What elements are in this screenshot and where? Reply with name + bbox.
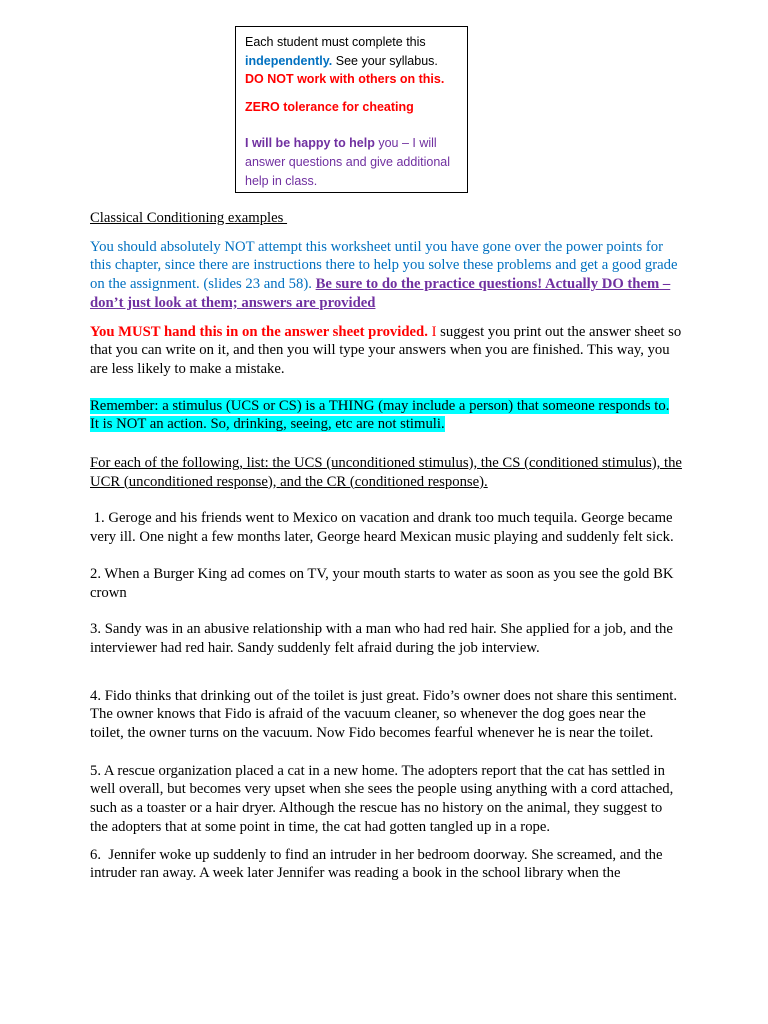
notice-independently: independently. — [245, 53, 333, 68]
worksheet-body — [90, 209, 682, 883]
notice-help-bold: I will be happy to help — [245, 136, 375, 151]
hand-in-red-i: I — [427, 323, 437, 340]
list-item: 2. When a Burger King ad comes on TV, your mouth starts to water as soon as you see the gold BK crown — [90, 565, 674, 601]
hand-in-paragraph — [90, 323, 682, 379]
instructions-paragraph: For each of the following, list: the UCS (unconditioned stimulus), the CS (conditioned stimulus), the UCR (unconditioned response), and the CR (conditioned response). — [90, 455, 682, 490]
notice-see-syllabus: See your syllabus. — [332, 53, 438, 68]
intro-text: You should absolutely NOT attempt this worksheet until you have gone over the power points for this chapter, since there are instructions there to help you solve these problems and get a good grade on the assignment. (slides 23 and 58). — [90, 238, 678, 293]
remember-highlight: Remember: a stimulus (UCS or CS) is a THING (may include a person) that someone responds to. It is NOT an action. So, drinking, seeing, etc are not stimuli. — [90, 397, 670, 433]
practice-reminder: Be sure to do the practice questions! Actually DO them – don’t just look at them; answers are provided — [90, 276, 671, 311]
notice-help-rest: you – I will answer questions and give additional help in class. — [245, 136, 450, 188]
list-item: 1. Geroge and his friends went to Mexico on vacation and drank too much tequila. George became very ill. One night a few months later, George heard Mexican music playing and suddenly felt sick. — [90, 510, 677, 546]
hand-in-rest: suggest you print out the answer sheet so that you can write on it, and then you will type your answers when you are finished. This way, you are less likely to make a mistake. — [90, 323, 682, 377]
hand-in-bold: You MUST hand this in on the answer sheet provided. — [90, 323, 428, 340]
notice-help — [245, 134, 458, 190]
notice-zero-tolerance: ZERO tolerance for cheating — [245, 99, 414, 114]
integrity-notice-box — [235, 26, 468, 193]
list-item: 3. Sandy was in an abusive relationship with a man who had red hair. She applied for a job, and the interviewer had red hair. Sandy suddenly felt afraid during the job interview. — [90, 621, 673, 656]
worksheet-heading: Classical Conditioning examples — [90, 210, 288, 226]
remember-paragraph — [90, 397, 682, 434]
list-item: 6. Jennifer woke up suddenly to find an intruder in her bedroom doorway. She screamed, and the intruder ran away. A week later Jennifer was reading a book in the school library when the — [90, 846, 667, 882]
list-item: 5. A rescue organization placed a cat in a new home. The adopters report that the cat has settled in well overall, but becomes very upset when she sees the people using anything with a cord attached, such as a toaster or a hair dryer. Although the rescue has no history on the animal, they suggest to the adopters that at some point in time, the cat had gotten tangled up in a rope. — [90, 762, 674, 835]
notice-line-1 — [245, 33, 458, 70]
intro-paragraph — [90, 238, 682, 313]
list-item: 4. Fido thinks that drinking out of the toilet is just great. Fido’s owner does not share this sentiment. The owner knows that Fido is afraid of the vacuum cleaner, so whenever the dog goes near the toilet, the owner turns on the vacuum. Now Fido becomes fearful whenever he is near the toilet. — [90, 687, 678, 742]
notice-intro: Each student must complete this — [245, 35, 426, 49]
notice-do-not: DO NOT work with others on this. — [245, 72, 445, 87]
